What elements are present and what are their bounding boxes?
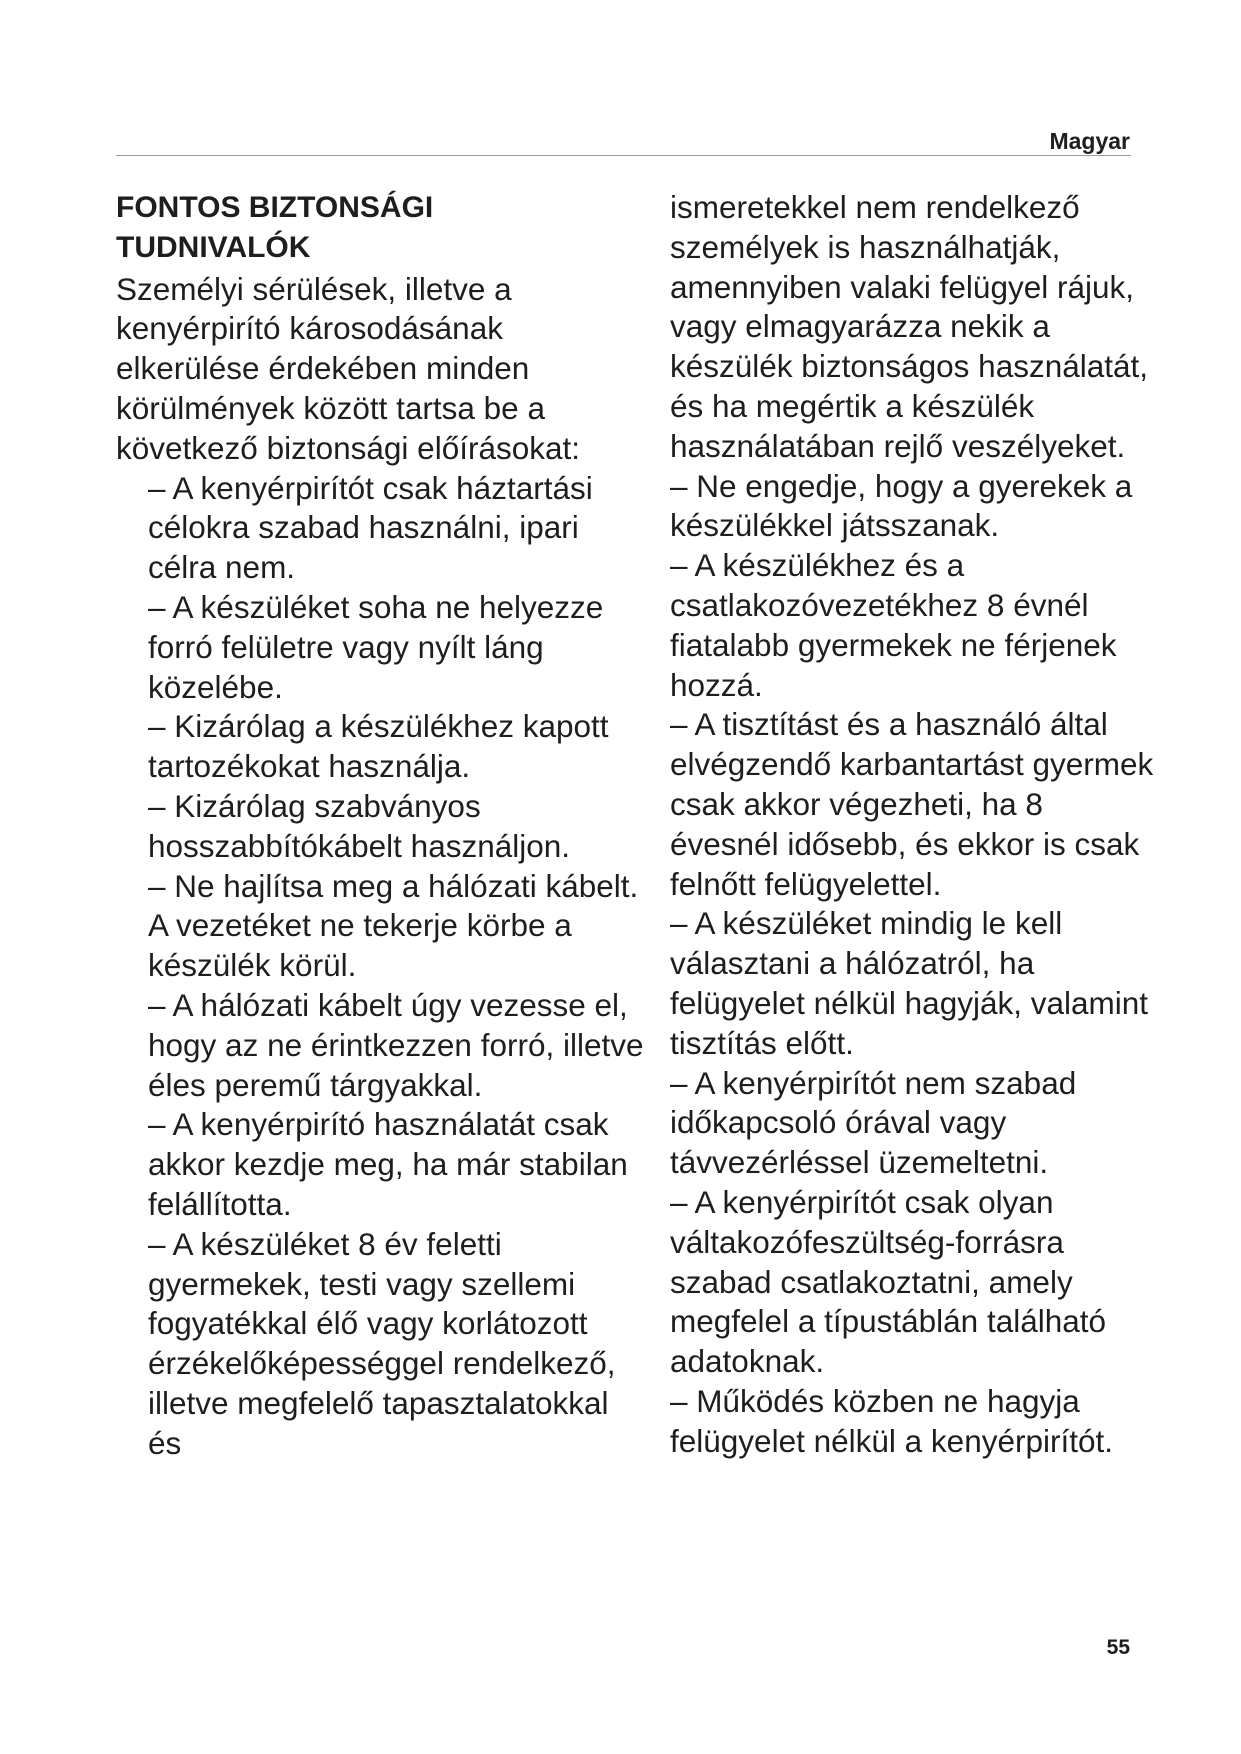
section-title-line2: TUDNIVALÓK bbox=[116, 230, 311, 264]
safety-item: – A hálózati kábelt úgy vezesse el, hogy az ne érintkezzen forró, illetve éles peremű tárgyakkal. bbox=[148, 986, 644, 1103]
safety-item: – A tisztítást és a használó által elvégzendő karbantartást gyermek csak akkor végezheti, ha 8 évesnél idősebb, és ekkor is csak felnőtt felügyelettel. bbox=[670, 706, 1154, 902]
continued-item-text: ismeretekkel nem rendelkező személyek is használhatják, amennyiben valaki felügyel rájuk, vagy elmagyarázza nekik a készülék biztonságos használatát, és ha megértik a készülék használatában rejlő veszélyeket. bbox=[670, 189, 1149, 464]
left-safety-list bbox=[116, 469, 646, 1464]
section-title-line1: FONTOS BIZTONSÁGI bbox=[116, 191, 434, 224]
page-number: 55 bbox=[1106, 1636, 1130, 1659]
left-column bbox=[116, 188, 646, 1464]
section-title bbox=[116, 188, 646, 268]
safety-item: – A kenyérpirítót csak olyan váltakozófeszültség-forrásra szabad csatlakoztatni, amely megfelel a típustáblán található adatoknak. bbox=[670, 1183, 1107, 1380]
safety-item: – Működés közben ne hagyja felügyelet nélkül a kenyérpirítót. bbox=[670, 1382, 1113, 1459]
safety-item: – A kenyérpirító használatát csak akkor kezdje meg, ha már stabilan felállította. bbox=[148, 1106, 628, 1222]
safety-item: – A kenyérpirítót nem szabad időkapcsoló órával vagy távvezérléssel üzemeltetni. bbox=[670, 1064, 1077, 1181]
right-column bbox=[670, 188, 1160, 1462]
safety-item: – A készüléket 8 év feletti gyermekek, testi vagy szellemi fogyatékkal élő vagy korlátozott érzékelőképességgel rendelkező, illetve megfelelő tapasztalatokkal és bbox=[148, 1225, 616, 1461]
intro-paragraph: Személyi sérülések, illetve a kenyérpirító károsodásának elkerülése érdekében minden körülmények között tartsa be a következő biztonsági előírásokat: bbox=[116, 270, 581, 466]
safety-item: – A kenyérpirítót csak háztartási célokra szabad használni, ipari célra nem. bbox=[148, 469, 593, 586]
safety-item: – A készüléket soha ne helyezze forró felületre vagy nyílt láng közelébe. bbox=[148, 588, 604, 705]
safety-item: – Ne engedje, hogy a gyerekek a készülékkel játsszanak. bbox=[670, 467, 1133, 544]
safety-item: – A készüléket mindig le kell választani a hálózatról, ha felügyelet nélkül hagyják, valamint tisztítás előtt. bbox=[670, 905, 1149, 1061]
safety-item: – A készülékhez és a csatlakozóvezetékhez 8 évnél fiatalabb gyermekek ne férjenek hozzá. bbox=[670, 547, 1117, 703]
safety-item: – Kizárólag a készülékhez kapott tartozékokat használja. bbox=[148, 708, 609, 785]
header-language: Magyar bbox=[1049, 128, 1130, 154]
right-safety-list bbox=[670, 467, 1160, 1462]
safety-item: – Kizárólag szabványos hosszabbítókábelt használjon. bbox=[148, 787, 571, 864]
safety-item: – Ne hajlítsa meg a hálózati kábelt. A vezetéket ne tekerje körbe a készülék körül. bbox=[148, 867, 639, 984]
header-divider bbox=[116, 155, 1131, 156]
